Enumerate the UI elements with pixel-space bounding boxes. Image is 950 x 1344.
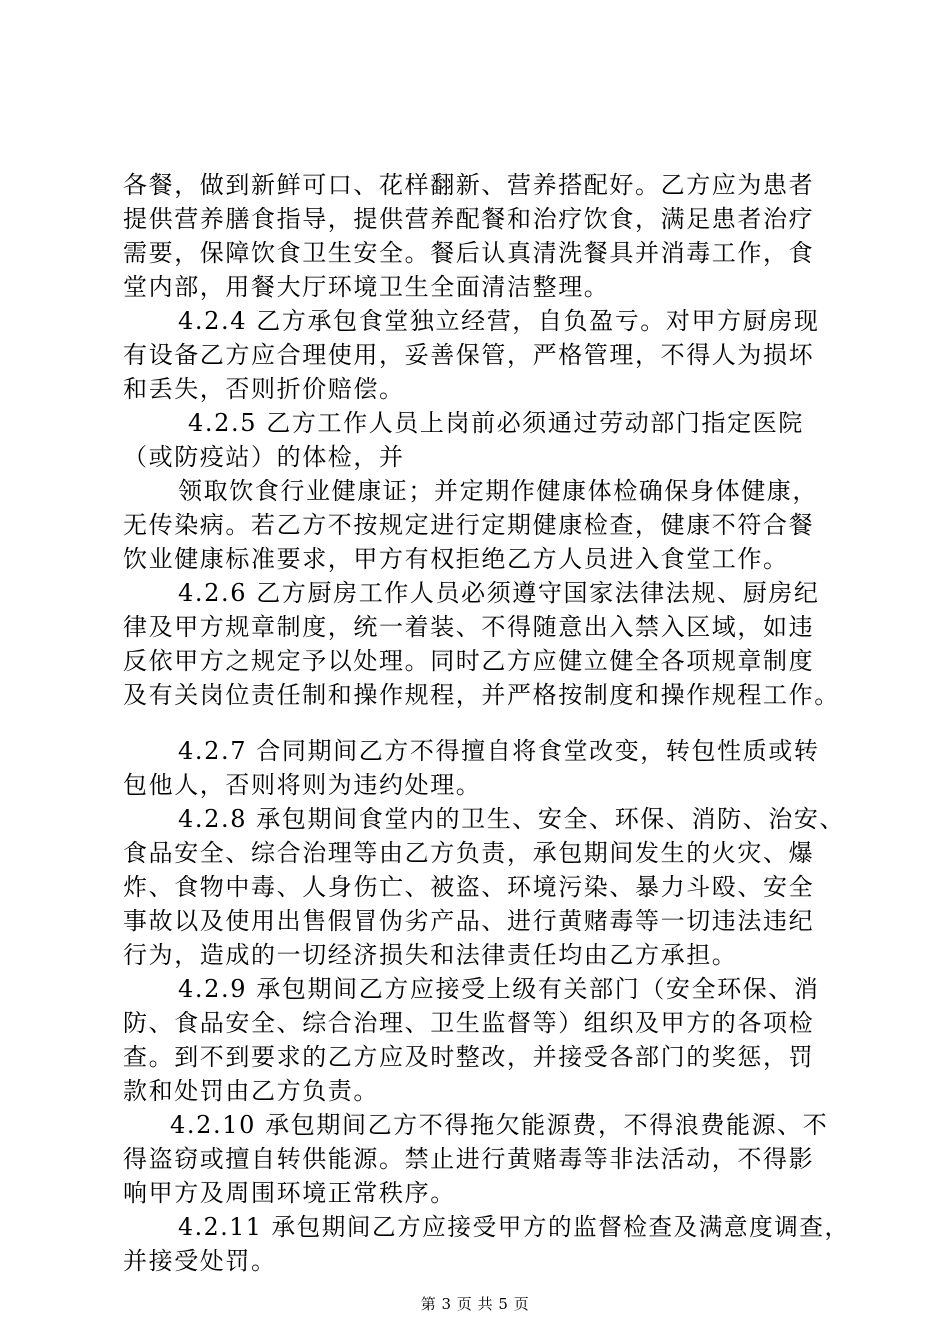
text-line: 包他人，否则将则为违约处理。 — [123, 771, 482, 799]
text-line: 提供营养膳食指导，提供营养配餐和治疗饮食，满足患者治疗 — [123, 205, 815, 233]
text-line: 有设备乙方应合理使用，妥善保管，严格管理，不得人为损坏 — [123, 341, 815, 369]
text-line: 4.2.6 乙方厨房工作人员必须遵守国家法律法规、厨房纪 — [178, 579, 820, 607]
text-line: 防、食品安全、综合治理、卫生监督等）组织及甲方的各项检 — [123, 1009, 815, 1037]
text-line: 款和处罚由乙方负责。 — [123, 1077, 379, 1105]
text-line: 及有关岗位责任制和操作规程，并严格按制度和操作规程工作。 — [123, 681, 840, 709]
text-line: 饮业健康标准要求，甲方有权拒绝乙方人员进入食堂工作。 — [123, 545, 789, 573]
page-number-footer: 第 3 页 共 5 页 — [420, 1295, 530, 1313]
text-line: 响甲方及周围环境正常秩序。 — [123, 1179, 456, 1207]
text-line: 并接受处罚。 — [123, 1247, 277, 1275]
text-line: 4.2.9 承包期间乙方应接受上级有关部门（安全环保、消 — [178, 975, 820, 1003]
text-line: 堂内部，用餐大厅环境卫生全面清洁整理。 — [123, 273, 610, 301]
text-line: 4.2.5 乙方工作人员上岗前必须通过劳动部门指定医院 — [188, 409, 804, 437]
text-line: 行为，造成的一切经济损失和法律责任均由乙方承担。 — [123, 941, 738, 969]
text-line: 反依甲方之规定予以处理。同时乙方应健立健全各项规章制度 — [123, 647, 815, 675]
text-line: 各餐，做到新鲜可口、花样翻新、营养搭配好。乙方应为患者 — [123, 171, 815, 199]
text-line: 和丢失，否则折价赔偿。 — [123, 375, 405, 403]
text-line: 需要，保障饮食卫生安全。餐后认真清洗餐具并消毒工作，食 — [123, 239, 815, 267]
text-line: 律及甲方规章制度，统一着装、不得随意出入禁入区域，如违 — [123, 613, 815, 641]
text-line: 4.2.7 合同期间乙方不得擅自将食堂改变，转包性质或转 — [178, 737, 820, 765]
text-line: 事故以及使用出售假冒伪劣产品、进行黄赌毒等一切违法违纪 — [123, 907, 815, 935]
text-line: 领取饮食行业健康证；并定期作健康体检确保身体健康， — [178, 477, 818, 505]
text-line: 炸、食物中毒、人身伤亡、被盗、环境污染、暴力斗殴、安全 — [123, 873, 815, 901]
text-line: 4.2.10 承包期间乙方不得拖欠能源费，不得浪费能源、不 — [170, 1111, 829, 1139]
text-line: 4.2.4 乙方承包食堂独立经营，自负盈亏。对甲方厨房现 — [178, 307, 820, 335]
text-line: 4.2.8 承包期间食堂内的卫生、安全、环保、消防、治安、 — [178, 805, 846, 833]
text-line: 无传染病。若乙方不按规定进行定期健康检查，健康不符合餐 — [123, 511, 815, 539]
text-line: 得盗窃或擅自转供能源。禁止进行黄赌毒等非法活动，不得影 — [123, 1145, 815, 1173]
text-line: 4.2.11 承包期间乙方应接受甲方的监督检查及满意度调查， — [178, 1213, 850, 1241]
text-line: 食品安全、综合治理等由乙方负责，承包期间发生的火灾、爆 — [123, 839, 815, 867]
text-line: 查。到不到要求的乙方应及时整改，并接受各部门的奖惩，罚 — [123, 1043, 815, 1071]
text-line: （或防疫站）的体检，并 — [123, 443, 405, 471]
